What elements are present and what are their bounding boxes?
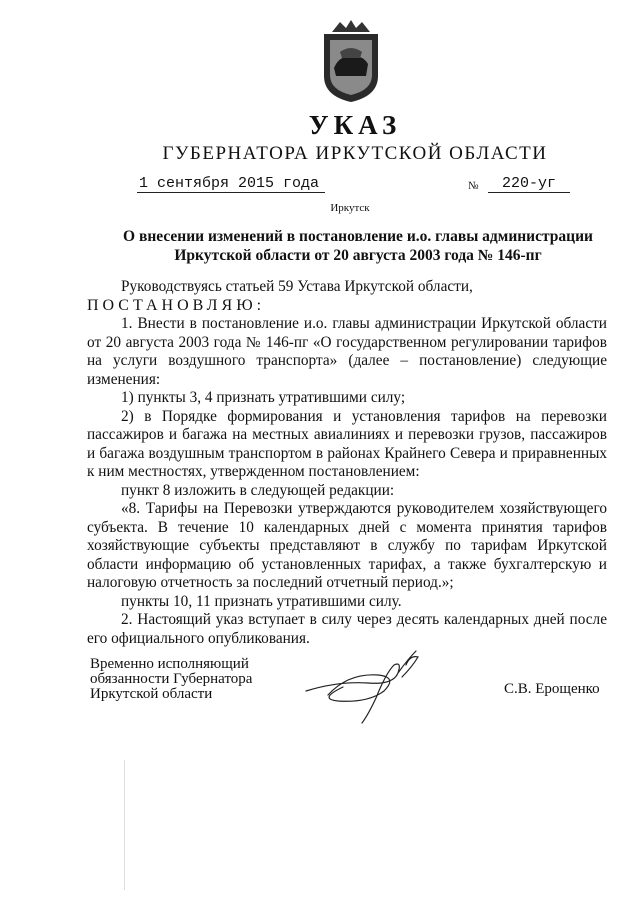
document-title: УКАЗ xyxy=(308,110,402,140)
signatory-name: С.В. Ерощенко xyxy=(504,681,600,697)
paragraph-preamble: Руководствуясь статьей 59 Устава Иркутской области, xyxy=(121,278,473,295)
signatory-title xyxy=(90,657,252,702)
signatory-line-3: Иркутской области xyxy=(90,686,213,702)
coat-of-arms-icon xyxy=(318,18,384,104)
heading-line-1: О внесении изменений в постановление и.о. главы администрации xyxy=(123,228,593,245)
paragraph-item-1: 1. Внести в постановление и.о. главы администрации Иркутской области от 20 августа 2003 года № 146-пг «О государственном регулировании тарифов на услуги воздушного транспорта» (далее – постановление) следующие изменения: xyxy=(87,315,607,388)
document-subtitle: ГУБЕРНАТОРА ИРКУТСКОЙ ОБЛАСТИ xyxy=(162,143,548,164)
decree-number: 220-уг xyxy=(488,175,570,193)
paragraph-item-2: 2. Настоящий указ вступает в силу через десять календарных дней после его официального опубликования. xyxy=(87,611,607,647)
paragraph-subitem-2: 2) в Порядке формирования и установления тарифов на перевозки пассажиров и багажа на местных авиалиниях и перевозки грузов, пассажиров и багажа воздушным транспортом в районах Крайнего Севера и приравненных к ним местностях, утвержденном постановлением: xyxy=(87,407,607,480)
signatory-line-2: обязанности Губернатора xyxy=(90,671,253,687)
paragraph-point-8: пункт 8 изложить в следующей редакции: xyxy=(121,481,395,499)
decree-city: Иркутск xyxy=(330,202,370,214)
paragraph-resolve: ПОСТАНОВЛЯЮ: xyxy=(87,296,266,314)
decree-date: 1 сентября 2015 года xyxy=(137,175,325,193)
heading-line-2: Иркутской области от 20 августа 2003 года № 146-пг xyxy=(174,247,542,264)
paragraph-subitem-1: 1) пункты 3, 4 признать утратившими силу; xyxy=(121,389,406,406)
paragraph-points-10-11: пункты 10, 11 признать утратившими силу. xyxy=(121,592,402,610)
number-label: № xyxy=(468,180,479,192)
handwritten-signature xyxy=(298,643,428,728)
scan-artifact-line xyxy=(124,760,125,890)
signatory-line-1: Временно исполняющий xyxy=(90,656,249,672)
paragraph-point-8-text: «8. Тарифы на Перевозки утверждаются руководителем хозяйствующего субъекта. В течение 10 календарных дней с момента принятия тарифов хозяйствующие субъекты представляют в службу по тарифам Иркутской области информацию об установленных тарифах, а также бухгалтерскую и налоговую отчетность за последний отчетный период.»; xyxy=(87,500,607,591)
decree-heading xyxy=(102,227,614,265)
decree-body xyxy=(87,278,607,648)
